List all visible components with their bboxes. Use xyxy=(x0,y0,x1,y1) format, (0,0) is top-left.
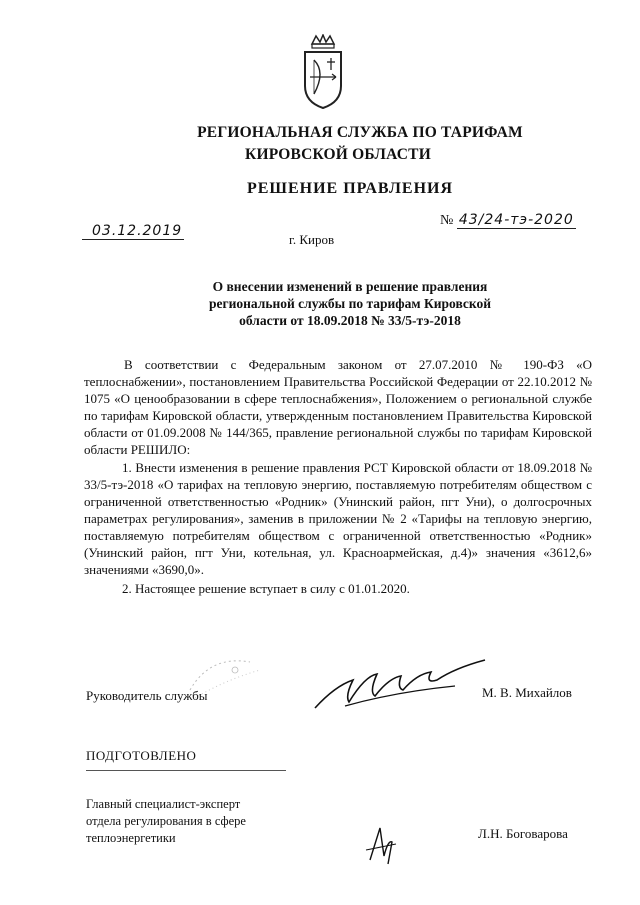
decision-date: 03.12.2019 xyxy=(82,224,184,240)
item-2-paragraph: 2. Настоящее решение вступает в силу с 01.01.2020. xyxy=(122,581,410,597)
prepared-label: ПОДГОТОВЛЕНО xyxy=(86,748,197,763)
head-signature-icon xyxy=(305,656,495,716)
preparer-role xyxy=(86,796,246,847)
preparer-name: Л.Н. Боговарова xyxy=(478,826,568,841)
subject-line1: О внесении изменений в решение правления xyxy=(212,279,488,294)
decision-body xyxy=(84,356,592,597)
head-role: Руководитель службы xyxy=(86,688,208,703)
preparer-role-line2: отдела регулирования в сфере xyxy=(86,814,246,828)
item-1-paragraph: 1. Внести изменения в решение правления РСТ Кировской области от 18.09.2018 № 33/5-тэ-2018 «О тарифах на тепловую энергию, поставляемую потребителям обществом с ограниченной ответственностью «Родник» (Унинский район, пгт Уни), о долгосрочных параметрах регулирования», заменив в приложении № 2 «Тарифы на тепловую энергию, поставляемую потребителям обществом с ограниченной ответственностью «Родник» (Унинский район, пгт Уни, котельная, ул. Красноармейская, д.4)» значения «3612,6» значениями «3690,0». xyxy=(84,459,592,578)
number-value: 43/24-тэ-2020 xyxy=(458,212,574,228)
preparer-role-line1: Главный специалист-эксперт xyxy=(86,797,241,811)
head-name: М. В. Михайлов xyxy=(482,685,572,700)
organization-title-line1: РЕГИОНАЛЬНАЯ СЛУЖБА ПО ТАРИФАМ xyxy=(197,124,523,141)
prepared-divider xyxy=(86,770,286,771)
preamble-paragraph: В соответствии с Федеральным законом от 27.07.2010 № 190-ФЗ «О теплоснабжении», постановлением Правительства Российской Федерации от 22.10.2012 № 1075 «О ценообразовании в сфере теплоснабжения», Положением о региональной службе по тарифам Кировской области, утвержденным постановлением Правительства Кировской области от 01.09.2008 № 144/365, правление региональной службы по тарифам Кировской области РЕШИЛО: xyxy=(84,357,592,458)
number-sign: № xyxy=(440,213,454,228)
organization-title-line2: КИРОВСКОЙ ОБЛАСТИ xyxy=(245,146,431,163)
decision-number xyxy=(440,212,576,229)
organization-title xyxy=(0,122,640,166)
subject-line3: области от 18.09.2018 № 33/5-тэ-2018 xyxy=(239,313,461,328)
city: г. Киров xyxy=(289,232,335,247)
subject-line2: региональной службы по тарифам Кировской xyxy=(208,296,492,311)
preparer-signature-icon xyxy=(362,820,402,870)
coat-of-arms-icon xyxy=(300,34,346,110)
decision-subject xyxy=(170,278,530,329)
preparer-role-line3: теплоэнергетики xyxy=(86,831,176,845)
document-type-title: РЕШЕНИЕ ПРАВЛЕНИЯ xyxy=(246,180,454,197)
